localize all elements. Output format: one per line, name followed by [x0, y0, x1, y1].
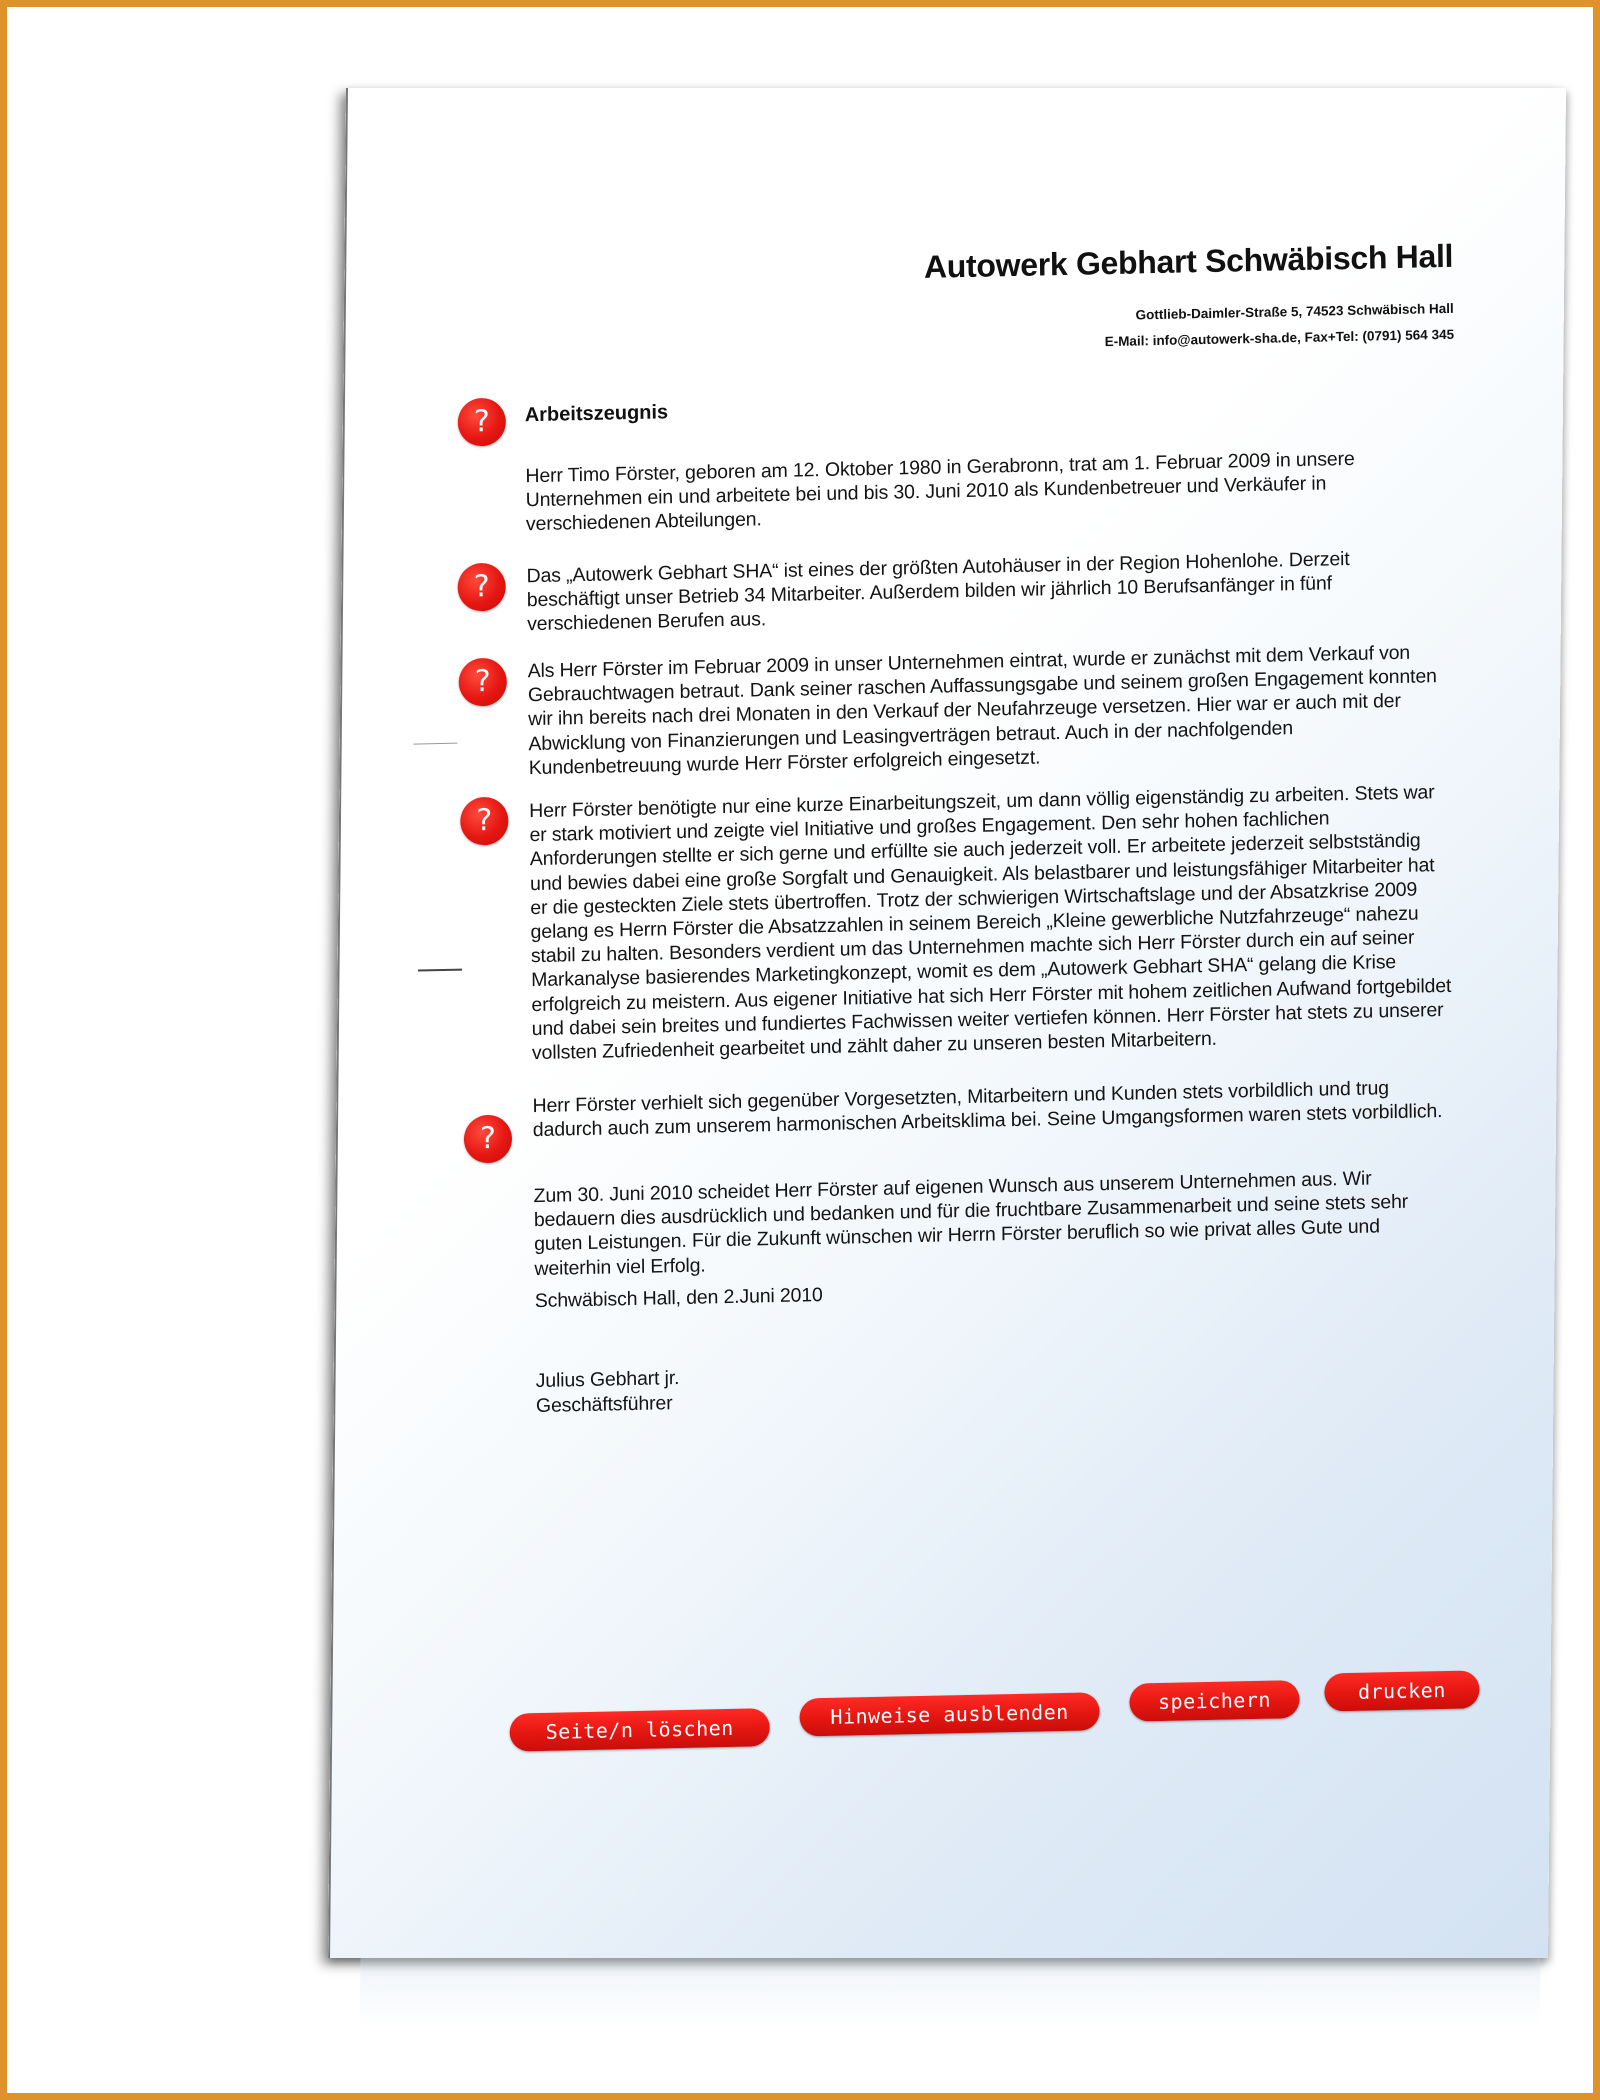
company-contact: E-Mail: info@autowerk-sha.de, Fax+Tel: (0791) 564 345	[1104, 326, 1455, 350]
help-question-icon[interactable]: ?	[458, 398, 507, 447]
company-name: Autowerk Gebhart Schwäbisch Hall	[923, 237, 1454, 285]
help-question-icon[interactable]: ?	[457, 563, 506, 612]
place-date: Schwäbisch Hall, den 2.Juni 2010	[534, 1284, 823, 1313]
fold-mark	[413, 743, 457, 745]
hide-hints-button[interactable]: Hinweise ausblenden	[799, 1692, 1099, 1736]
page-reflection	[359, 1958, 1540, 2028]
save-button[interactable]: speichern	[1129, 1680, 1299, 1722]
paragraph-performance: Herr Förster benötigte nur eine kurze Einarbeitungszeit, um dann völlig eigenständig zu arbeiten. Stets war er stark motiviert und zeigte viel Initiative und großes Engagement. Den sehr hohen fachlichen Anforderungen stellte er sich gerne und erfüllte sie auch jederzeit voll. Er arbeitete jederzeit selbstständig und bewies dabei eine große Sorgfalt und Genauigkeit. Als belastbarer und leistungsfähiger Mitarbeiter hat er die gesteckten Ziele stets übertroffen. Trotz der schwierigen Wirtschaftslage und der Absatzkrise 2009 gelang es Herrn Förster die Absatzzahlen in seinem Bereich „Kleine gewerbliche Nutzfahrzeuge“ nahezu stabil zu halten. Besonders verdient um das Unternehmen machte sich Herr Förster durch ein auf seiner Markanalyse basierendes Marketingkonzept, womit es dem „Autowerk Gebhart SHA“ gelang die Krise erfolgreich zu meistern. Aus eigener Initiative hat sich Herr Förster mit hohem zeitlichen Aufwand fortgebildet und dabei sein breites und fundiertes Fachwissen weiter vertiefen können. Herr Förster hat stets zu unserer vollsten Zufriedenheit gearbeitet und zählt daher zu unseren besten Mitarbeitern.	[529, 781, 1452, 1065]
punch-mark	[418, 969, 462, 972]
signer-role: Geschäftsführer	[535, 1392, 673, 1418]
paragraph-duties: Als Herr Förster im Februar 2009 in unser Unternehmen eintrat, wurde er zunächst mit dem Verkauf von Gebrauchtwagen betraut. Dank seiner raschen Auffassungsgabe und seinem großen Engagement konnten wir ihn bereits nach drei Monaten in den Verkauf der Neufahrzeuge versetzen. Hier war er auch mit der Abwicklung von Finanzierungen und Leasingverträgen betraut. Auch in der nachfolgenden Kundenbetreuung wurde Herr Förster erfolgreich eingesetzt.	[527, 641, 1437, 779]
letter-content	[346, 88, 1566, 1958]
signer-name: Julius Gebhart jr.	[535, 1367, 680, 1393]
letter-page	[328, 88, 1566, 1958]
paragraph-conduct: Herr Förster verhielt sich gegenüber Vorgesetzten, Mitarbeitern und Kunden stets vorbildlich und trug dadurch auch zum unserem harmonischen Arbeitsklima bei. Seine Umgangsformen waren stets vorbildlich.	[532, 1077, 1443, 1142]
document-title: Arbeitszeugnis	[524, 401, 669, 427]
print-button[interactable]: drucken	[1324, 1670, 1479, 1711]
company-address: Gottlieb-Daimler-Straße 5, 74523 Schwäbisch Hall	[1135, 300, 1454, 323]
help-question-icon[interactable]: ?	[464, 1115, 513, 1164]
delete-pages-button[interactable]: Seite/n löschen	[509, 1708, 769, 1751]
help-question-icon[interactable]: ?	[460, 797, 509, 846]
paragraph-company: Das „Autowerk Gebhart SHA“ ist eines der größten Autohäuser in der Region Hohenlohe. Derzeit beschäftigt unser Betrieb 34 Mitarbeiter. Außerdem bilden wir jährlich 10 Berufsanfänger in fünf verschiedenen Berufen aus.	[526, 547, 1350, 636]
help-question-icon[interactable]: ?	[458, 658, 507, 707]
paragraph-closing: Zum 30. Juni 2010 scheidet Herr Förster auf eigenen Wunsch aus unserem Unternehmen aus. Wir bedauern dies ausdrücklich und bedanken und für die fruchtbare Zusammenarbeit und seine stets sehr guten Leistungen. Für die Zukunft wünschen wir Herrn Förster beruflich so wie privat alles Gute und weiterhin viel Erfolg.	[533, 1167, 1409, 1280]
paragraph-intro: Herr Timo Förster, geboren am 12. Oktober 1980 in Gerabronn, trat am 1. Februar 2009 in unsere Unternehmen ein und arbeitete bei und bis 30. Juni 2010 als Kundenbetreuer und Verkäufer in verschiedenen Abteilungen.	[525, 447, 1355, 536]
